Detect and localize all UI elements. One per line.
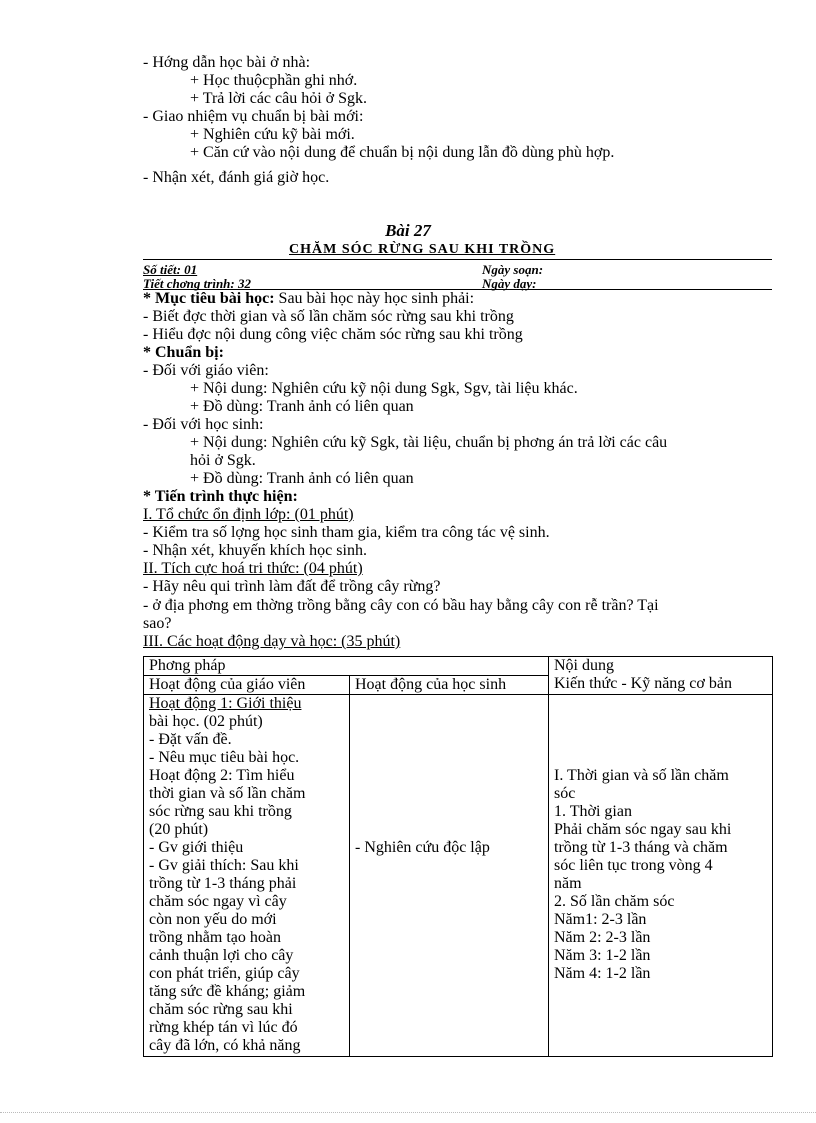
knowledge-cell	[549, 695, 773, 1057]
content-line: I. Thời gian và số lần chăm	[554, 767, 729, 784]
table-body-row	[144, 695, 773, 1057]
prep-teacher-materials: + Đồ dùng: Tranh ảnh có liên quan	[190, 398, 414, 415]
teacher-line: - Gv giới thiệu	[149, 839, 244, 856]
content-line: sóc liên tục trong vòng 4	[554, 857, 713, 874]
teacher-line: Hoạt động 2: Tìm hiểu	[149, 767, 295, 784]
lesson-number: Bài 27	[385, 221, 431, 240]
prep-student-heading: - Đối với học sinh:	[143, 416, 264, 433]
period-count: Số tiết: 01	[143, 262, 198, 277]
content-line: Phải chăm sóc ngay sau khi	[554, 821, 732, 838]
prep-teacher-content: + Nội dung: Nghiên cứu kỹ nội dung Sgk, Sgv, tài liệu khác.	[190, 380, 578, 397]
lesson-title: CHĂM SÓC RỪNG SAU KHI TRỒNG	[289, 242, 556, 257]
teacher-header: Hoạt động của giáo viên	[144, 676, 350, 695]
next-lesson-heading: - Giao nhiệm vụ chuẩn bị bài mới:	[143, 108, 364, 125]
step-1-item-2: - Nhận xét, khuyến khích học sinh.	[143, 542, 367, 559]
homework-item-1: + Học thuộcphần ghi nhớ.	[190, 72, 358, 89]
prep-heading: * Chuẩn bị:	[143, 344, 224, 361]
page-break-divider	[0, 1112, 816, 1113]
program-period: Tiết chơng trình: 32	[143, 276, 251, 291]
table-header-row-1	[144, 657, 773, 676]
content-header	[549, 657, 773, 695]
knowledge-header: Kiến thức - Kỹ năng cơ bản	[554, 675, 732, 692]
step-1-heading: I. Tổ chức ổn định lớp: (01 phút)	[143, 506, 354, 523]
content-line: trồng từ 1-3 tháng và chăm	[554, 839, 728, 856]
teacher-line: - Gv giải thích: Sau khi	[149, 857, 299, 874]
method-header: Phơng pháp	[144, 657, 549, 676]
content-line: Năm1: 2-3 lần	[554, 911, 647, 928]
prep-student-content-cont: hỏi ở Sgk.	[190, 452, 256, 469]
step-2-question-1: - Hãy nêu qui trình làm đất để trồng cây rừng?	[143, 578, 441, 595]
prep-student-materials: + Đồ dùng: Tranh ảnh có liên quan	[190, 470, 414, 487]
content-line: 1. Thời gian	[554, 803, 632, 820]
step-2-heading: II. Tích cực hoá tri thức: (04 phút)	[143, 560, 363, 577]
next-lesson-item-1: + Nghiên cứu kỹ bài mới.	[190, 126, 355, 143]
activity-table	[143, 656, 773, 1057]
teacher-line: cây đã lớn, có khả năng	[149, 1037, 301, 1054]
teacher-line: rừng khép tán vì lúc đó	[149, 1019, 298, 1036]
teacher-line: (20 phút)	[149, 821, 209, 838]
teacher-line: tăng sức đề kháng; giảm	[149, 983, 306, 1000]
student-activity: - Nghiên cứu độc lập	[355, 839, 490, 856]
objectives-intro: Sau bài học này học sinh phải:	[274, 290, 475, 307]
teacher-activity-cell	[144, 695, 350, 1057]
process-heading: * Tiến trình thực hiện:	[143, 488, 298, 505]
teacher-line: chăm sóc rừng sau khi	[149, 1001, 293, 1018]
homework-item-2: + Trả lời các câu hỏi ở Sgk.	[190, 90, 368, 107]
content-header-label: Nội dung	[554, 657, 614, 674]
homework-heading: - Hớng dẫn học bài ở nhà:	[143, 54, 311, 71]
teacher-line: Hoạt động 1: Giới thiệu	[149, 695, 302, 712]
content-line: Năm 4: 1-2 lần	[554, 965, 651, 982]
next-lesson-item-2: + Căn cứ vào nội dung để chuẩn bị nội dung lẫn đồ dùng phù hợp.	[190, 144, 615, 161]
teacher-line: thời gian và số lần chăm	[149, 785, 306, 802]
teacher-line: trồng từ 1-3 tháng phải	[149, 875, 297, 892]
teacher-line: sóc rừng sau khi trồng	[149, 803, 292, 820]
step-1-item-1: - Kiểm tra số lợng học sinh tham gia, kiểm tra công tác vệ sinh.	[143, 524, 550, 541]
content-line: Năm 3: 1-2 lần	[554, 947, 651, 964]
teacher-line: - Nêu mục tiêu bài học.	[149, 749, 300, 766]
header-rule-top	[143, 259, 772, 260]
objective-1: - Biết đợc thời gian và số lần chăm sóc rừng sau khi trồng	[143, 308, 514, 325]
teacher-line: chăm sóc ngay vì cây	[149, 893, 287, 910]
prep-teacher-heading: - Đối với giáo viên:	[143, 362, 269, 379]
content-line: năm	[554, 875, 582, 892]
objective-2: - Hiểu đợc nội dung công việc chăm sóc rừng sau khi trồng	[143, 326, 523, 343]
teacher-line: - Đặt vấn đề.	[149, 731, 232, 748]
prep-student-content: + Nội dung: Nghiên cứu kỹ Sgk, tài liệu, chuẩn bị phơng án trả lời các câu	[190, 434, 668, 451]
teacher-line: con phát triển, giúp cây	[149, 965, 300, 982]
teacher-line: còn non yếu do mới	[149, 911, 277, 928]
student-header: Hoạt động của học sinh	[350, 676, 549, 695]
teacher-line: cảnh thuận lợi cho cây	[149, 947, 294, 964]
content-line: sóc	[554, 785, 576, 802]
teacher-line: bài học. (02 phút)	[149, 713, 263, 730]
objectives-heading: * Mục tiêu bài học:	[143, 290, 275, 307]
step-2-question-2-cont: sao?	[143, 615, 172, 632]
student-activity-cell	[350, 695, 549, 1057]
objectives-section	[143, 290, 474, 308]
step-3-heading: III. Các hoạt động dạy và học: (35 phút)	[143, 633, 401, 650]
teaching-date: Ngày dạy:	[482, 276, 537, 291]
content-line: Năm 2: 2-3 lần	[554, 929, 651, 946]
lesson-review: - Nhận xét, đánh giá giờ học.	[143, 169, 330, 186]
prep-date: Ngày soạn:	[482, 262, 544, 277]
step-2-question-2: - ở địa phơng em thờng trồng bằng cây con có bầu hay bằng cây con rễ trần? Tại	[143, 597, 659, 614]
content-line: 2. Số lần chăm sóc	[554, 893, 675, 910]
teacher-line: trồng nhằm tạo hoàn	[149, 929, 281, 946]
